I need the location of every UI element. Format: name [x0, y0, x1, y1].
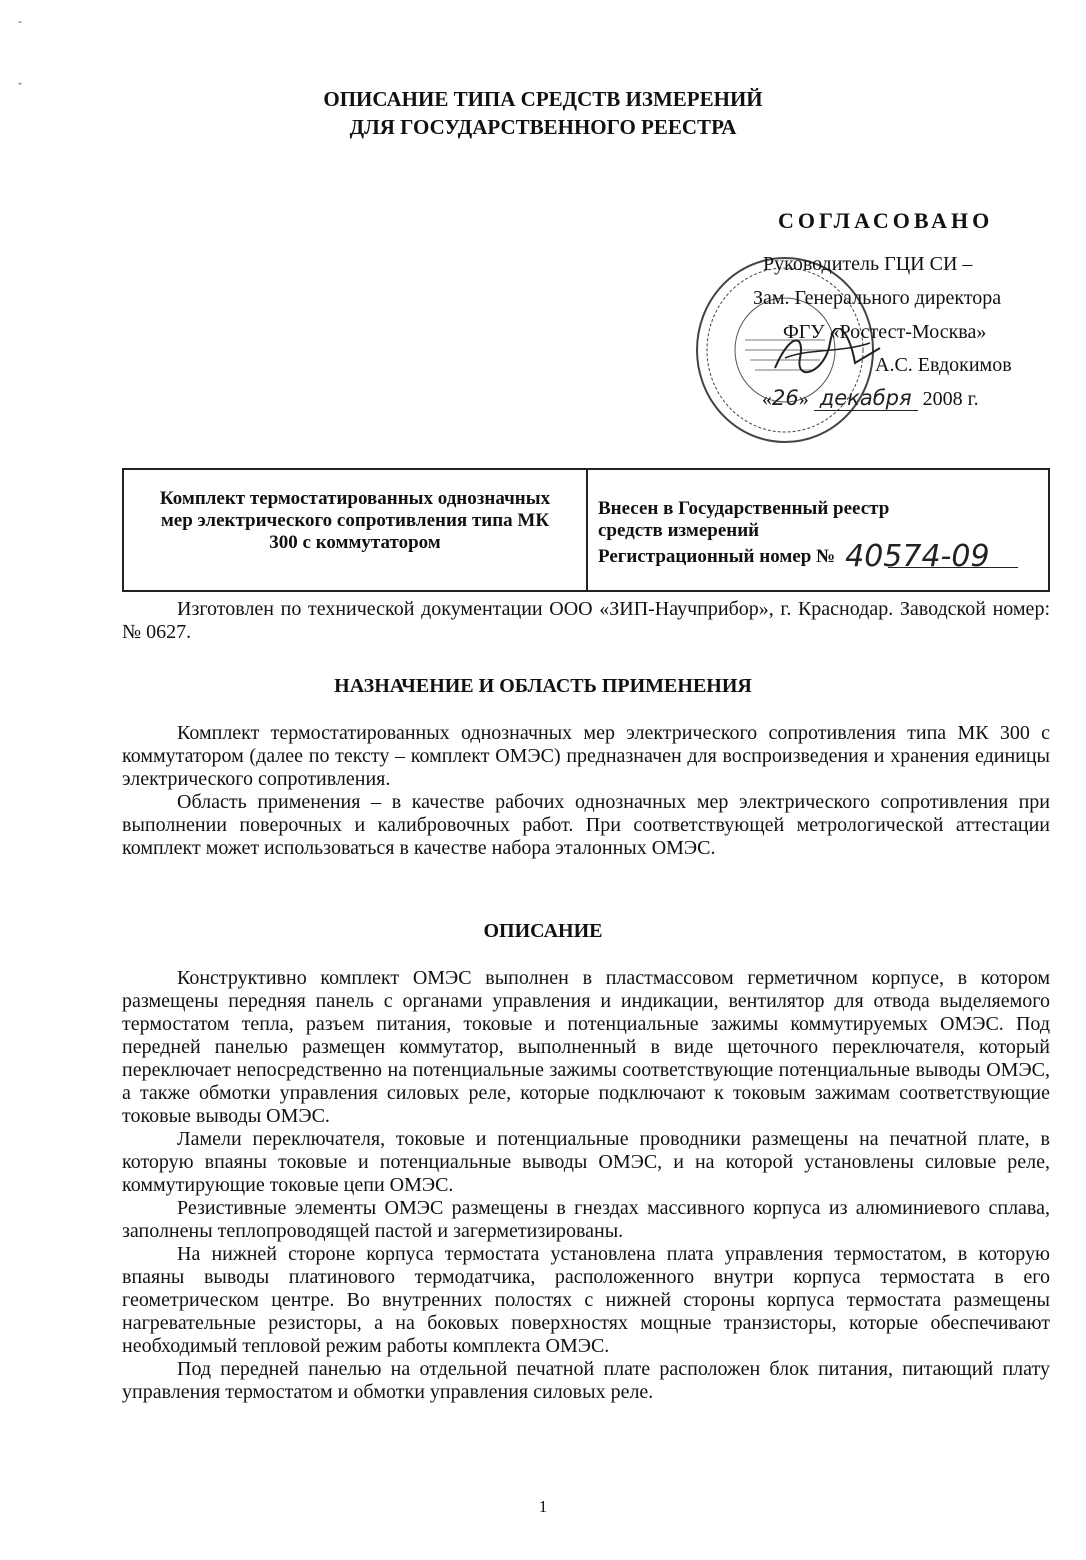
- scan-mark-left: ˇ: [18, 80, 22, 94]
- date-day: 26: [772, 386, 799, 410]
- registry-number: 40574-09: [845, 539, 990, 574]
- section-description-body: [122, 967, 1050, 1404]
- title-line-1: ОПИСАНИЕ ТИПА СРЕДСТВ ИЗМЕРЕНИЙ: [323, 87, 763, 111]
- registry-number-underline: [888, 567, 1018, 568]
- registry-number-line: [598, 539, 1048, 574]
- application-paragraph: Область применения – в качестве рабочих однозначных мер электрического сопротивления при выполнении поверочных и калибровочных работ. При соответствующей метрологической аттестации комплект может использоваться в качестве набора эталонных ОМЭС.: [122, 791, 1050, 859]
- date-close-quote: »: [798, 388, 809, 410]
- description-paragraph-4: На нижней стороне корпуса термостата установлена плата управления термостатом, в которую впаяны выводы платинового термодатчика, расположенного внутри корпуса термостата в его геометрическом центре. Во внутренних полостях с нижней стороны корпуса термостата размещены нагревательные резисторы, а на боковых поверхностях мощные транзисторы, которые обеспечивают необходимый тепловой режим работы комплекта ОМЭС.: [122, 1243, 1050, 1357]
- registry-cell: [588, 470, 1048, 590]
- document-title: [0, 85, 1086, 141]
- description-paragraph-5: Под передней панелью на отдельной печатной плате расположен блок питания, питающий плату управления термостатом и обмотки управления силовых реле.: [122, 1358, 1050, 1403]
- approval-position-line: Руководитель ГЦИ СИ –: [763, 253, 973, 275]
- registry-entered-line2: средств измерений: [598, 520, 760, 541]
- description-paragraph-1: Конструктивно комплект ОМЭС выполнен в пластмассовом герметичном корпусе, в котором размещены передняя панель с органами управления и индикации, вентилятор для отвода выделяемого термостатом тепла, разъем питания, токовые и потенциальные зажимы коммутируемых ОМЭС. Под передней панелью размещен коммутатор, выполненный в виде щеточного переключателя, который переключает непосредственно на потенциальные зажимы соответствующие потенциальные выводы ОМЭС, а также обмотки управления силовых реле, которые подключают к токовым зажимам соответствующие токовые выводы ОМЭС.: [122, 967, 1050, 1127]
- approval-organization-line: ФГУ «Ростест-Москва»: [783, 321, 987, 343]
- section-description-heading: ОПИСАНИЕ: [483, 920, 603, 942]
- registry-table: [122, 468, 1050, 592]
- manufacturer-text: Изготовлен по технической документации ООО «ЗИП-Научприбор», г. Краснодар. Заводской номер: № 0627.: [122, 598, 1050, 643]
- approval-signatory-name: А.С. Евдокимов: [875, 354, 1012, 376]
- approval-date: [762, 386, 979, 411]
- date-month: декабря: [814, 386, 918, 411]
- section-purpose-heading: НАЗНАЧЕНИЕ И ОБЛАСТЬ ПРИМЕНЕНИЯ: [334, 675, 752, 697]
- purpose-paragraph: Комплект термостатированных однозначных мер электрического сопротивления типа МК 300 с коммутатором (далее по тексту – комплект ОМЭС) предназначен для воспроизведения и хранения единицы электрического сопротивления.: [122, 722, 1050, 790]
- description-paragraph-3: Резистивные элементы ОМЭС размещены в гнездах массивного корпуса из алюминиевого сплава, заполнены теплопроводящей пастой и загерметизированы.: [122, 1197, 1050, 1242]
- description-paragraph-2: Ламели переключателя, токовые и потенциальные проводники размещены на печатной плате, в которую впаяны токовые и потенциальные выводы ОМЭС, и на которой установлены силовые реле, коммутирующие токовые цепи ОМЭС.: [122, 1128, 1050, 1196]
- manufacturer-paragraph: [122, 598, 1050, 644]
- registry-number-label: Регистрационный номер №: [598, 546, 836, 567]
- section-purpose-body: [122, 722, 1050, 860]
- date-year: 2008 г.: [922, 388, 979, 410]
- title-line-2: ДЛЯ ГОСУДАРСТВЕННОГО РЕЕСТРА: [349, 115, 737, 139]
- device-name-cell: Комплект термостатированных однозначных мер электрического сопротивления типа МК 300 с коммутатором: [124, 470, 588, 590]
- approval-deputy-line: Зам. Генерального директора: [753, 287, 1002, 309]
- registry-entered-line1: Внесен в Государственный реестр: [598, 498, 890, 519]
- scan-mark-top: -: [18, 14, 22, 28]
- approval-heading: СОГЛАСОВАНО: [778, 208, 994, 233]
- date-open-quote: «: [762, 388, 772, 410]
- page-number: 1: [538, 1497, 548, 1516]
